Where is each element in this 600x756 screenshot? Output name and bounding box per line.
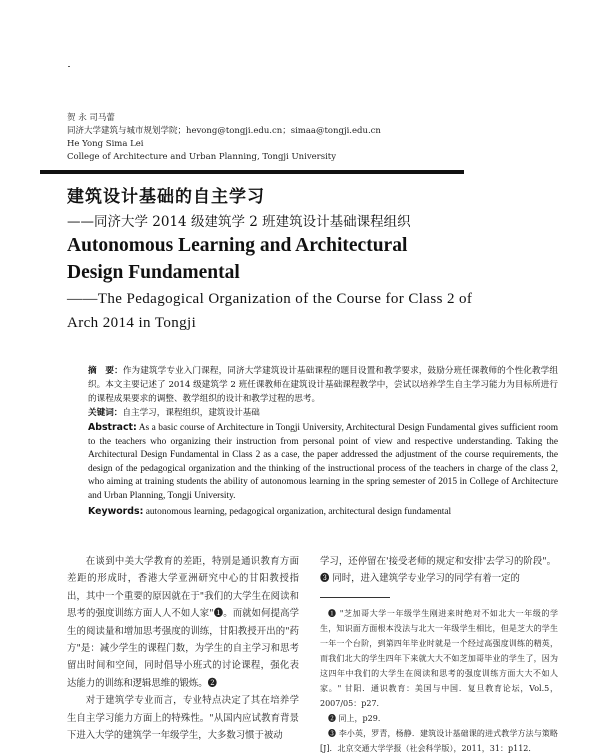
body-left-column	[67, 553, 299, 744]
title-en-line1: Autonomous Learning and Architectural	[67, 235, 408, 256]
abstract-cn-label: 摘 要：	[88, 366, 123, 376]
keywords-cn-label: 关键词：	[88, 408, 123, 418]
abstract-en	[88, 421, 558, 504]
author-names-en: He Yong Sima Lei	[67, 139, 144, 149]
subtitle-cn: ——同济大学 2014 级建筑学 2 班建筑设计基础课程组织	[67, 214, 411, 230]
keywords-en	[88, 505, 558, 520]
author-affiliation-cn: 同济大学建筑与城市规划学院；hevong@tongji.edu.cn；simaa@tongji.edu.cn	[67, 126, 381, 136]
abstract-en-label: Abstract:	[88, 422, 137, 433]
body-paragraph: 对于建筑学专业而言，专业特点决定了其在培养学生自主学习能力方面上的特殊性。"从国内应试教育背景下进入大学的建筑学一年级学生，大多数习惯于被动	[67, 695, 299, 742]
keywords-en-label: Keywords:	[88, 505, 144, 517]
subtitle-en: ——The Pedagogical Organization of the Course for Class 2 of Arch 2014 in Tongji	[67, 291, 473, 331]
title-en-line2: Design Fundamental	[67, 262, 240, 283]
abstract-block	[88, 364, 558, 519]
abstract-cn-text: 作为建筑学专业入门课程，同济大学建筑设计基础课程的题目设置和教学要求，鼓励分班任课教师的个性化教学组织。本文主要记述了 2014 级建筑学 2 班任课教师在建筑设计基础课程教学中，尝试以培养学生自主学习能力为目标所进行的课程成果要求的调整、教学组织的设计和教学过程的思考。	[88, 366, 558, 404]
header-rule	[40, 170, 464, 174]
abstract-cn	[88, 364, 558, 406]
title-cn: 建筑设计基础的自主学习	[67, 187, 265, 207]
footnote-1: ❶ "芝加哥大学一年级学生刚进来时绝对不如北大一年级的学生，知识面方面根本没法与北大一年级学生相比，但是芝大的学生一年一个台阶，到第四年毕业时就是一个经过高强度训练的精英，而我们北大的学生四年下来就大大不如芝加哥毕业的学生了，因为这四年中我们的大学生在阅读和思考的强度训练方面大大不如人家。" 甘阳．通识教育：美国与中国．复旦教育论坛，Vol.5，2007/05：p27．	[320, 609, 558, 708]
keywords-en-text: autonomous learning, pedagogical organization, architectural design fundamental	[143, 506, 452, 517]
body-paragraph: 学习，还停留在'接受老师的规定和安排'去学习的阶段"。❸ 同时，进入建筑学专业学习的同学有着一定的	[320, 556, 556, 585]
footnote-2: ❷ 同上，p29．	[328, 714, 386, 723]
keywords-cn	[88, 406, 558, 420]
body-right-column	[320, 553, 556, 588]
author-names-cn: 贺 永 司马蕾	[67, 113, 115, 123]
abstract-en-text: As a basic course of Architecture in Tongji University, Architectural Design Fundamental gives sufficient room to the teachers who organizing their instruction from personal point of view and respective understanding. Taking the Architectural Design Fundamental in Class 2 as a case, the paper addressed the adjustment of the course requirements, the design of the pedagogical organization and the thinking of the instructional process of the teachers in charge of the class 2, who aiming at training students the ability of autonomous learning in the spring semester of 2015 in College of Architecture and Urban Planning, Tongji University.	[88, 423, 558, 501]
footnote-3: ❸ 李小英，罗青，杨静．建筑设计基础课的进式教学方法与策略 [J]．北京交通大学学报（社会科学版），2011，31：p112．	[320, 729, 558, 753]
footnotes	[320, 606, 558, 756]
author-affiliation-en: College of Architecture and Urban Planning, Tongji University	[67, 152, 337, 162]
author-block	[67, 112, 381, 164]
keywords-cn-text: 自主学习，课程组织，建筑设计基础	[122, 408, 260, 418]
scan-speck	[68, 66, 70, 67]
title-en	[67, 232, 407, 286]
footnote-rule	[320, 597, 390, 598]
body-paragraph: 在谈到中美大学教育的差距，特别是通识教育方面差距的形成时，香港大学亚洲研究中心的甘阳教授指出，其中一个重要的原因就在于"我们的大学生在阅读和思考的强度训练方面人人不如人家"❶。而就如何提高学生的阅读量和增加思考强度的训练，甘阳教授开出的"药方"是：减少学生的课程门数，为学生的自主学习和思考留出时间和空间，同时倡导小班式的讨论课程，强化表达能力的训练和逻辑思维的锻炼。❷	[67, 556, 299, 689]
